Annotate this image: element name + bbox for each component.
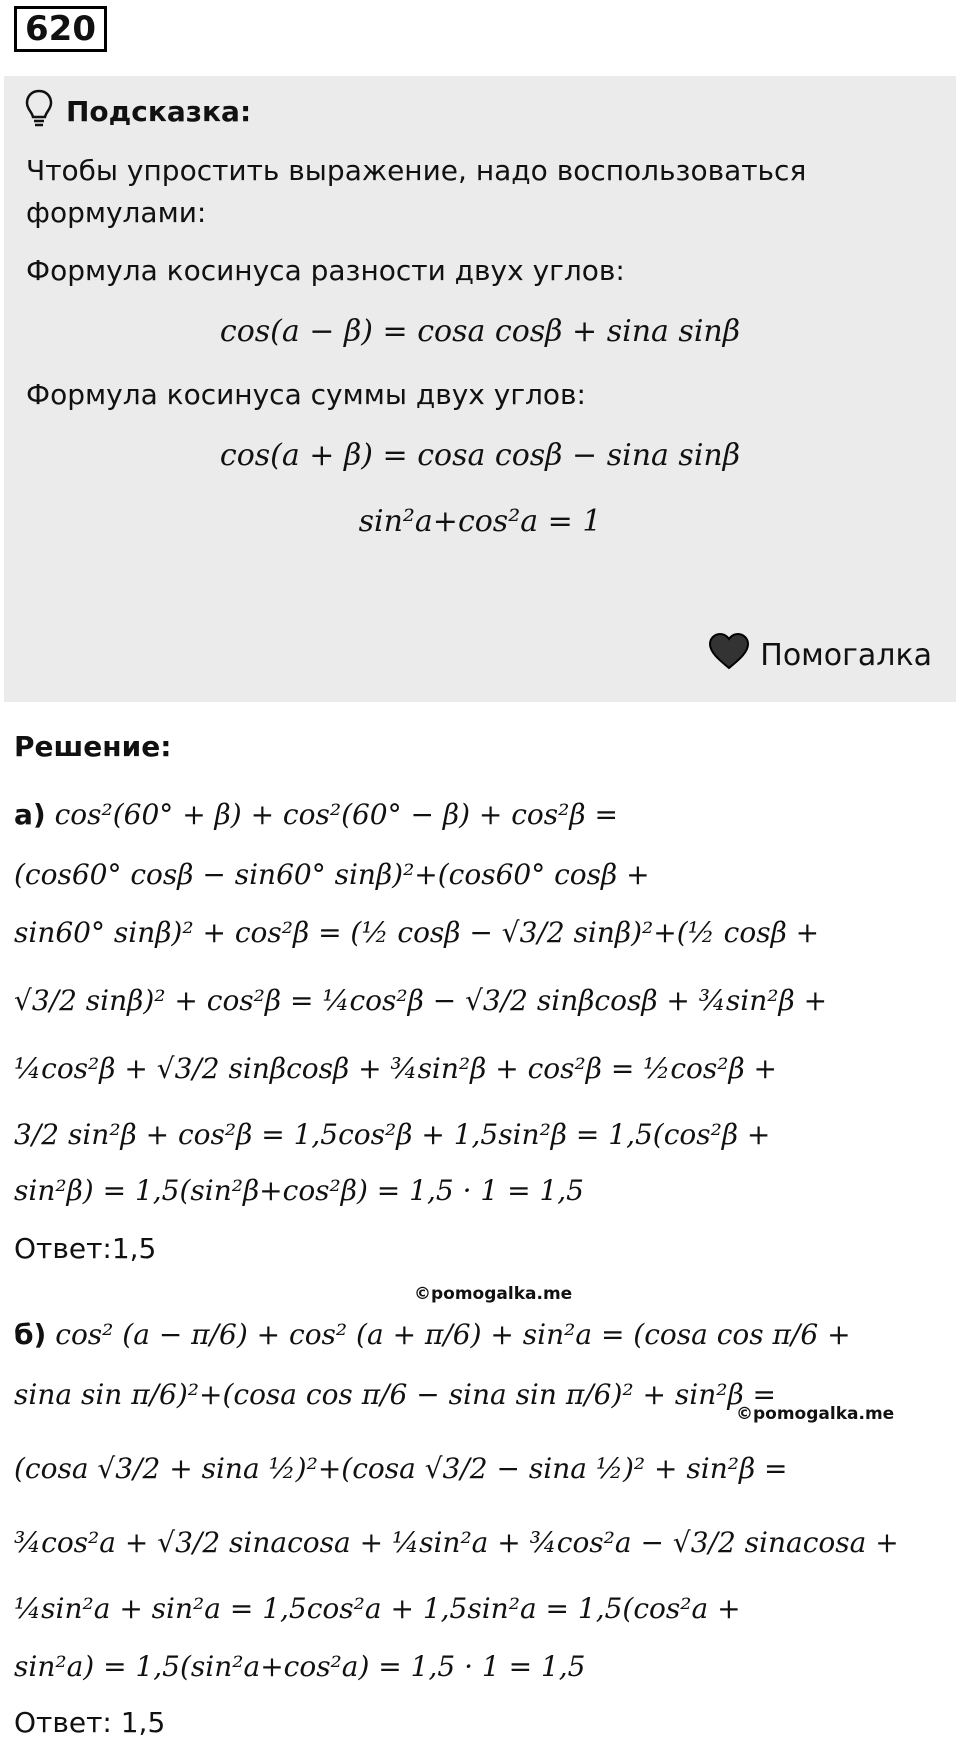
watermark: ©pomogalka.me — [414, 1284, 573, 1304]
part-b-line-3: (cosa √3/2 + sina ½)²+(cosa √3/2 − sina ½)² + sin²β = — [14, 1452, 788, 1485]
part-a-line-2: (cos60° cosβ − sin60° sinβ)²+(cos60° cosβ + — [14, 858, 650, 891]
hint-panel — [4, 76, 956, 702]
solution-title: Решение: — [14, 730, 172, 763]
part-b-line-1 — [14, 1318, 851, 1351]
brand-label: Помогалка — [760, 637, 932, 673]
hint-intro-line1: Чтобы упростить выражение, надо воспользоваться — [26, 154, 807, 187]
part-b-answer: Ответ: 1,5 — [14, 1706, 166, 1739]
problem-number: 620 — [14, 6, 107, 52]
part-b-label: б) — [14, 1318, 47, 1351]
heart-icon — [708, 632, 750, 678]
lightbulb-icon — [24, 88, 54, 135]
part-b-line-4: ¾cos²a + √3/2 sinacosa + ¼sin²a + ¾cos²a − √3/2 sinacosa + — [14, 1526, 899, 1559]
part-a-answer: Ответ:1,5 — [14, 1232, 157, 1265]
part-a-label: а) — [14, 798, 46, 831]
hint-intro-line2: формулами: — [26, 196, 207, 229]
part-a-line-7: sin²β) = 1,5(sin²β+cos²β) = 1,5 · 1 = 1,5 — [14, 1174, 584, 1207]
brand — [708, 632, 932, 678]
cos-sum-formula: cos(a + β) = cosa cosβ − sina sinβ — [219, 438, 741, 473]
math-text: cos² (a − π/6) + cos² (a + π/6) + sin²a = (cosa cos π/6 + — [55, 1318, 851, 1351]
part-b-line-2: sina sin π/6)²+(cosa cos π/6 − sina sin π/6)² + sin²β = — [14, 1378, 777, 1411]
hint-title: Подсказка: — [66, 95, 252, 128]
part-a-line-3: sin60° sinβ)² + cos²β = (½ cosβ − √3/2 sinβ)²+(½ cosβ + — [14, 916, 820, 949]
identity-formula: sin²a+cos²a = 1 — [358, 504, 602, 539]
part-a-line-5: ¼cos²β + √3/2 sinβcosβ + ¾sin²β + cos²β = ½cos²β + — [14, 1052, 777, 1085]
part-a-line-6: 3/2 sin²β + cos²β = 1,5cos²β + 1,5sin²β = 1,5(cos²β + — [14, 1118, 771, 1151]
cos-diff-label: Формула косинуса разности двух углов: — [26, 254, 625, 287]
cos-sum-label: Формула косинуса суммы двух углов: — [26, 378, 586, 411]
watermark: ©pomogalka.me — [736, 1404, 895, 1424]
part-a-line-4: √3/2 sinβ)² + cos²β = ¼cos²β − √3/2 sinβcosβ + ¾sin²β + — [14, 984, 828, 1017]
part-b-line-6: sin²a) = 1,5(sin²a+cos²a) = 1,5 · 1 = 1,5 — [14, 1650, 586, 1683]
hint-header — [24, 88, 251, 135]
math-text: cos²(60° + β) + cos²(60° − β) + cos²β = — [54, 798, 618, 831]
part-b-line-5: ¼sin²a + sin²a = 1,5cos²a + 1,5sin²a = 1,5(cos²a + — [14, 1592, 741, 1625]
cos-diff-formula: cos(a − β) = cosa cosβ + sina sinβ — [219, 314, 741, 349]
part-a-line-1 — [14, 798, 618, 831]
